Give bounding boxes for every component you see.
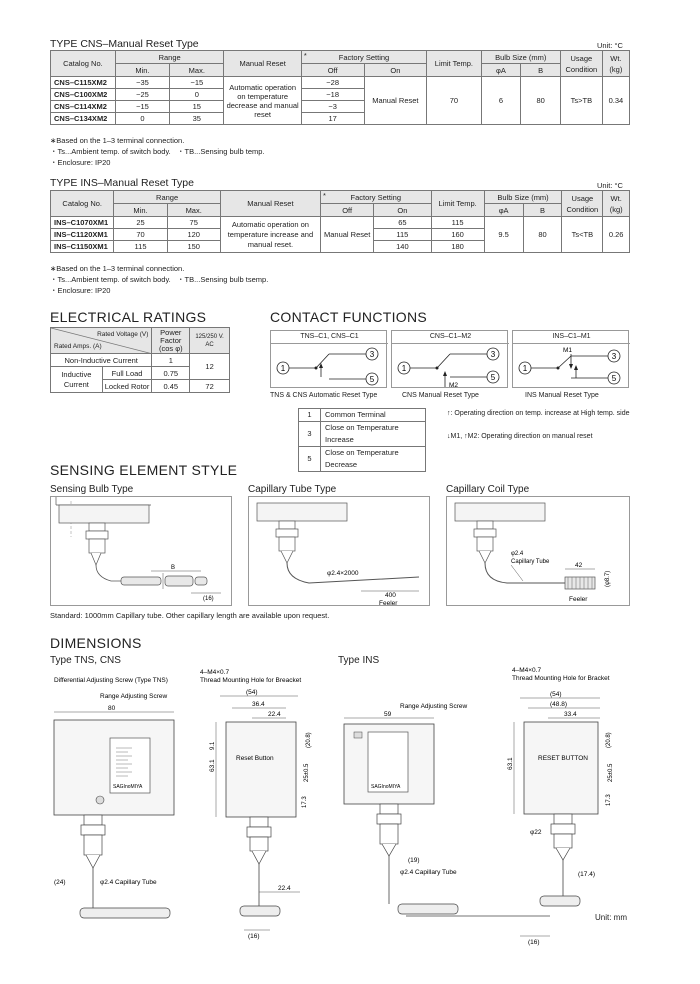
ins-h-b: B	[523, 204, 562, 217]
ins-cell-on: 65	[374, 217, 431, 229]
sensing-bulb-diagram	[50, 496, 232, 606]
cns-cell-max: 0	[170, 89, 224, 101]
contact-box-label: INS–C1–M1	[552, 333, 591, 340]
cns-cell-catalog: CNS–C114XM2	[51, 101, 116, 113]
ins-side-drawing-icon	[480, 660, 630, 920]
ins-title: TYPE INS–Manual Reset Type	[50, 177, 194, 189]
contact-note-1: ↑: Operating direction on temp. increase at High temp. side	[447, 410, 630, 417]
svg-text:(24): (24)	[54, 879, 66, 886]
ins-cell-wt: 0.26	[603, 217, 630, 253]
ins-cell-max: 150	[167, 241, 220, 253]
ins-notes	[50, 263, 268, 296]
svg-text:(17.4): (17.4)	[578, 871, 595, 878]
cns-notes	[50, 135, 265, 168]
switch-diagram-icon	[392, 344, 509, 389]
cns-h-min: Min.	[115, 64, 169, 77]
svg-text:Reset Button: Reset Button	[236, 755, 274, 762]
svg-text:(54): (54)	[550, 691, 562, 698]
elec-value-72: 72	[190, 380, 230, 393]
ins-h-phia: φA	[484, 204, 523, 217]
svg-text:Range Adjusting Screw: Range Adjusting Screw	[100, 693, 168, 700]
svg-text:φ22: φ22	[530, 829, 542, 836]
cns-h-catalog: Catalog No.	[51, 51, 116, 77]
svg-text:(54): (54)	[246, 689, 258, 696]
ins-h-on: On	[374, 204, 431, 217]
dimensions-title: DIMENSIONS	[50, 635, 142, 651]
svg-text:φ2.4 Capillary Tube: φ2.4 Capillary Tube	[100, 879, 157, 886]
elec-locked-rotor-pf: 0.45	[152, 380, 190, 393]
sensing-capillary-diagram	[248, 496, 430, 606]
dimensions-unit: Unit: mm	[595, 913, 627, 922]
ins-h-range: Range	[114, 191, 220, 204]
cns-cell-manual: Automatic operation on temperature decrease and manual reset	[224, 77, 301, 125]
cns-cell-max: −15	[170, 77, 224, 89]
ins-cell-min: 25	[114, 217, 167, 229]
cns-note: ・Enclosure: IP20	[50, 158, 111, 167]
contact-note-2: ↓M1, ↑M2: Operating direction on manual reset	[447, 433, 593, 440]
svg-text:4–M4×0.7: 4–M4×0.7	[512, 667, 542, 674]
cns-cell-max: 35	[170, 113, 224, 125]
switch-diagram-icon	[513, 344, 630, 389]
ins-unit: Unit: °C	[597, 181, 623, 190]
switch-diagram-icon	[271, 344, 388, 389]
ins-cell-catalog: INS–C1070XM1	[51, 217, 114, 229]
tns-side-drawing-icon	[190, 660, 330, 940]
elec-non-inductive: Non-Inductive Current	[51, 354, 152, 367]
cns-note: ・Ts...Ambient temp. of switch body. ・TB...Sensing bulb temp.	[50, 147, 265, 156]
ins-cell-limit: 160	[431, 229, 484, 241]
cns-h-factory: * Factory Setting	[301, 51, 426, 64]
cns-cell-off: −28	[301, 77, 364, 89]
svg-text:(48.8): (48.8)	[550, 701, 567, 708]
svg-text:63.1: 63.1	[209, 759, 216, 772]
legend-text: Close on Temperature Decrease	[321, 447, 426, 472]
ins-cell-limit: 115	[431, 217, 484, 229]
cns-cell-catalog: CNS–C100XM2	[51, 89, 116, 101]
svg-text:Capillary Tube: Capillary Tube	[511, 559, 550, 565]
table-row	[299, 422, 426, 447]
contact-caption-auto: TNS & CNS Automatic Reset Type	[270, 392, 378, 399]
svg-text:RESET BUTTON: RESET BUTTON	[538, 755, 588, 762]
contact-box-label: CNS–C1–M2	[429, 333, 472, 340]
table-row	[51, 217, 630, 229]
ins-cell-max: 120	[167, 229, 220, 241]
cns-h-range: Range	[115, 51, 224, 64]
contact-caption-cns-manual: CNS Manual Reset Type	[402, 392, 479, 399]
sensing-bulb-drawing-icon	[51, 497, 233, 607]
svg-text:5: 5	[490, 373, 496, 382]
elec-locked-rotor: Locked Rotor	[102, 380, 152, 393]
svg-text:(20.8): (20.8)	[606, 732, 612, 748]
ins-h-limit: Limit Temp.	[431, 191, 484, 217]
ins-h-factory: * Factory Setting	[321, 191, 431, 204]
ins-note: ・Enclosure: IP20	[50, 286, 111, 295]
svg-text:(16): (16)	[203, 596, 214, 602]
legend-num: 3	[299, 422, 321, 447]
contact-title: CONTACT FUNCTIONS	[270, 309, 428, 325]
table-row	[299, 409, 426, 422]
cns-cell-max: 15	[170, 101, 224, 113]
svg-text:Range Adjusting Screw: Range Adjusting Screw	[400, 703, 468, 710]
legend-text: Close on Temperature Increase	[321, 422, 426, 447]
ins-cell-catalog: INS–C1150XM1	[51, 241, 114, 253]
legend-num: 5	[299, 447, 321, 472]
elec-value-12: 12	[190, 354, 230, 380]
svg-text:80: 80	[108, 705, 116, 712]
contact-box-ins-manual	[512, 330, 629, 388]
cns-h-wt: Wt. (kg)	[602, 51, 629, 77]
svg-text:(16): (16)	[528, 939, 540, 946]
electrical-title: ELECTRICAL RATINGS	[50, 309, 207, 325]
sensing-coil-diagram	[446, 496, 630, 606]
elec-non-inductive-pf: 1	[152, 354, 190, 367]
svg-text:Differential Adjusting Screw (: Differential Adjusting Screw (Type TNS)	[54, 677, 168, 684]
svg-text:17.3: 17.3	[302, 796, 308, 808]
svg-text:25±0.5: 25±0.5	[304, 763, 310, 782]
ins-cell-limit: 180	[431, 241, 484, 253]
elec-rated-voltage: Rated Voltage (V)	[97, 331, 149, 338]
svg-text:22.4: 22.4	[278, 885, 291, 892]
elec-full-load-pf: 0.75	[152, 367, 190, 380]
cns-cell-catalog: CNS–C115XM2	[51, 77, 116, 89]
svg-text:9.1: 9.1	[210, 741, 216, 750]
dim-ins-label: Type INS	[338, 655, 380, 666]
ins-h-manual: Manual Reset	[220, 191, 320, 217]
svg-text:Feeler: Feeler	[569, 596, 588, 603]
ins-cell-off: Manual Reset	[321, 217, 374, 253]
cns-cell-catalog: CNS–C134XM2	[51, 113, 116, 125]
svg-text:(19): (19)	[408, 857, 420, 864]
svg-text:M1: M1	[563, 347, 573, 354]
elec-h-pf: Power Factor (cos φ)	[152, 328, 190, 354]
sensing-coil-label: Capillary Coil Type	[446, 484, 530, 495]
svg-text:Thread Mounting Hole for Breac: Thread Mounting Hole for Breacket	[200, 677, 302, 684]
table-row	[51, 354, 230, 367]
cns-cell-min: −15	[115, 101, 169, 113]
ins-cell-manual: Automatic operation on temperature increase and manual reset.	[220, 217, 320, 253]
svg-text:Feeler: Feeler	[379, 600, 398, 607]
contact-box-label: TNS–C1, CNS–C1	[300, 333, 359, 340]
svg-text:M2: M2	[449, 382, 459, 389]
sensing-bulb-label: Sensing Bulb Type	[50, 484, 134, 495]
capillary-coil-drawing-icon	[447, 497, 631, 607]
tns-front-drawing-icon	[40, 668, 190, 938]
capillary-tube-drawing-icon	[249, 497, 431, 607]
contact-legend-table	[298, 408, 426, 472]
svg-text:B: B	[171, 565, 176, 571]
ins-h-star: *	[323, 191, 326, 200]
legend-num: 1	[299, 409, 321, 422]
ins-note: ・Ts...Ambient temp. of switch body. ・TB...Sensing bulb tsemp.	[50, 275, 269, 284]
svg-text:(16): (16)	[248, 933, 260, 940]
ins-cell-catalog: INS–C1120XM1	[51, 229, 114, 241]
table-row	[51, 77, 630, 89]
ins-cell-on: 115	[374, 229, 431, 241]
cns-cell-min: 0	[115, 113, 169, 125]
svg-text:1: 1	[522, 364, 528, 373]
cns-cell-off: −3	[301, 101, 364, 113]
ins-tube-dim-icon	[400, 908, 580, 948]
contact-box-auto	[270, 330, 387, 388]
cns-cell-wt: 0.34	[602, 77, 629, 125]
svg-text:3: 3	[611, 352, 617, 361]
cns-h-star: *	[303, 51, 307, 60]
cns-cell-limit: 70	[427, 77, 481, 125]
electrical-table	[50, 327, 230, 393]
elec-diag-cell	[51, 328, 152, 354]
svg-text:17.3: 17.3	[606, 794, 612, 806]
svg-text:42: 42	[575, 562, 583, 569]
svg-text:1: 1	[280, 364, 286, 373]
legend-text: Common Terminal	[321, 409, 426, 422]
contact-caption-ins-manual: INS Manual Reset Type	[525, 392, 599, 399]
ins-h-bulb: Bulb Size (mm)	[484, 191, 562, 204]
cns-cell-usage: Ts>TB	[560, 77, 602, 125]
svg-text:400: 400	[385, 592, 396, 599]
table-row	[299, 447, 426, 472]
cns-h-limit: Limit Temp.	[427, 51, 481, 77]
svg-text:59: 59	[384, 711, 392, 718]
svg-text:3: 3	[369, 350, 375, 359]
cns-cell-min: −35	[115, 77, 169, 89]
svg-text:Thread Mounting Hole for Brack: Thread Mounting Hole for Bracket	[512, 675, 610, 682]
svg-text:φ2.4: φ2.4	[511, 551, 524, 557]
cns-cell-on: Manual Reset	[364, 77, 427, 125]
ins-h-wt: Wt. (kg)	[603, 191, 630, 217]
cns-spec-table	[50, 50, 630, 125]
cns-cell-min: −25	[115, 89, 169, 101]
ins-cell-max: 75	[167, 217, 220, 229]
elec-h-voltage: 125/250 V. AC	[190, 328, 230, 354]
sensing-standard-note: Standard: 1000mm Capillary tube. Other capillary length are available upon request.	[50, 611, 330, 620]
svg-text:33.4: 33.4	[564, 711, 577, 718]
ins-h-catalog: Catalog No.	[51, 191, 114, 217]
svg-text:1: 1	[401, 364, 407, 373]
svg-text:63.1: 63.1	[507, 757, 514, 770]
ins-h-min: Min.	[114, 204, 167, 217]
cns-h-manual: Manual Reset	[224, 51, 301, 77]
elec-rated-amps: Rated Amps. (A)	[54, 343, 102, 350]
ins-cell-min: 70	[114, 229, 167, 241]
svg-text:25±0.5: 25±0.5	[608, 763, 614, 782]
ins-front-drawing-icon	[338, 696, 468, 936]
cns-h-b: B	[521, 64, 561, 77]
ins-cell-usage: Ts<TB	[562, 217, 603, 253]
ins-cell-on: 140	[374, 241, 431, 253]
svg-text:(φ8.7): (φ8.7)	[605, 570, 611, 587]
cns-h-bulb: Bulb Size (mm)	[481, 51, 560, 64]
cns-h-max: Max.	[170, 64, 224, 77]
svg-text:5: 5	[369, 375, 375, 384]
svg-text:4–M4×0.7: 4–M4×0.7	[200, 669, 230, 676]
ins-cell-b: 80	[523, 217, 562, 253]
cns-cell-b: 80	[521, 77, 561, 125]
svg-text:22.4: 22.4	[268, 711, 281, 718]
sensing-title: SENSING ELEMENT STYLE	[50, 462, 238, 478]
cns-h-off: Off	[301, 64, 364, 77]
svg-text:(20.8): (20.8)	[306, 732, 312, 748]
svg-text:φ2.4 Capillary Tube: φ2.4 Capillary Tube	[400, 869, 457, 876]
ins-note: ∗Based on the 1–3 terminal connection.	[50, 264, 185, 273]
sensing-capillary-label: Capillary Tube Type	[248, 484, 337, 495]
svg-text:36.4: 36.4	[252, 701, 265, 708]
elec-full-load: Full Load	[102, 367, 152, 380]
ins-h-off: Off	[321, 204, 374, 217]
elec-inductive: Inductive Current	[51, 367, 103, 393]
cns-h-on: On	[364, 64, 427, 77]
ins-cell-phia: 9.5	[484, 217, 523, 253]
svg-text:5: 5	[611, 374, 617, 383]
ins-spec-table	[50, 190, 630, 253]
cns-h-phia: φA	[481, 64, 521, 77]
ins-cell-min: 115	[114, 241, 167, 253]
ins-h-usage: Usage Condition	[562, 191, 603, 217]
svg-text:φ2.4×2000: φ2.4×2000	[327, 570, 359, 577]
ins-h-max: Max.	[167, 204, 220, 217]
cns-note: ∗Based on the 1–3 terminal connection.	[50, 136, 185, 145]
cns-h-usage: Usage Condition	[560, 51, 602, 77]
cns-cell-phia: 6	[481, 77, 521, 125]
cns-cell-off: 17	[301, 113, 364, 125]
svg-text:SAGInoMIYA: SAGInoMIYA	[113, 784, 143, 790]
cns-unit: Unit: °C	[597, 41, 623, 50]
svg-text:SAGInoMIYA: SAGInoMIYA	[371, 784, 401, 790]
cns-title: TYPE CNS–Manual Reset Type	[50, 38, 199, 50]
cns-cell-off: −18	[301, 89, 364, 101]
contact-box-cns-manual	[391, 330, 508, 388]
dim-tns-label: Type TNS, CNS	[50, 655, 121, 666]
svg-text:3: 3	[490, 350, 496, 359]
